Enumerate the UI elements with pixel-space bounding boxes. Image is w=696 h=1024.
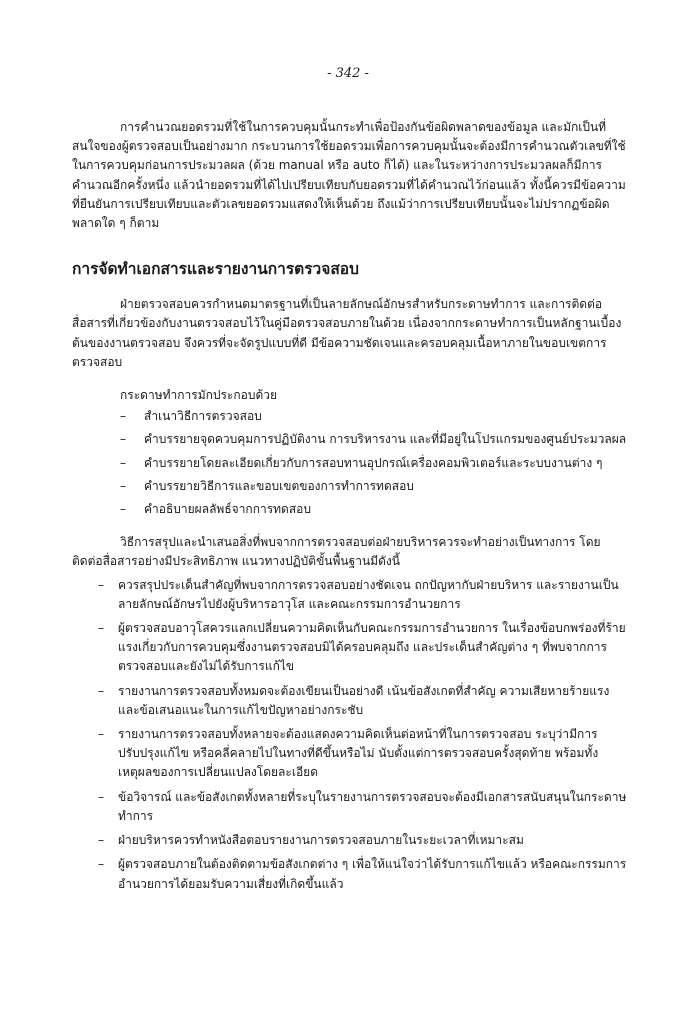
list-item (98, 682, 628, 720)
list-item-text: คำบรรยายจุดควบคุมการปฏิบัติงาน การบริหารงาน และที่มีอยู่ในโปรแกรมของศูนย์ประมวลผล (144, 432, 627, 447)
list-item-text: คำบรรยายโดยละเอียดเกี่ยวกับการสอบทานอุปกรณ์เครื่องคอมพิวเตอร์และระบบงานต่าง ๆ (144, 455, 603, 470)
dash-bullet: – (120, 502, 126, 517)
page-number: - 342 - (327, 66, 369, 81)
document-body (72, 118, 628, 899)
dash-bullet: – (98, 833, 104, 848)
dash-bullet: – (98, 857, 104, 872)
list-item (98, 831, 628, 850)
list-item (98, 855, 628, 893)
list-item-text: ผู้ตรวจสอบภายในต้องติดตามข้อสังเกตต่าง ๆ เพื่อให้แน่ใจว่าได้รับการแก้ไขแล้ว หรือคณะกรรมการอำนวยการได้ยอมรับความเสี่ยงที่เกิดขึ้นแล้ว (118, 857, 627, 891)
list-item-text: ผู้ตรวจสอบอาวุโสควรแลกเปลี่ยนความคิดเห็นกับคณะกรรมการอำนวยการ ในเรื่องข้อบกพร่องที่ร้ายแรงเกี่ยวกับการควบคุมซึ่งงานตรวจสอบมิได้ครอบคลุมถึง และประเด็นสำคัญต่าง ๆ ที่พบจากการตรวจสอบและยังไม่ได้รับการแก้ไข (118, 621, 626, 674)
list-item-text: ควรสรุปประเด็นสำคัญที่พบจากการตรวจสอบอย่างชัดเจน ถกปัญหากับฝ่ายบริหาร และรายงานเป็นลายลักษณ์อักษรไปยังผู้บริหารอาวุโส และคณะกรรมการอำนวยการ (118, 577, 619, 611)
list-item (98, 788, 628, 826)
list-item (120, 430, 628, 449)
list-item-text: คำอธิบายผลลัพธ์จากการทดสอบ (144, 502, 311, 517)
intro-paragraph: การคำนวณยอดรวมที่ใช้ในการควบคุมนั้นกระทำเพื่อป้องกันข้อผิดพลาดของข้อมูล และมักเป็นที่สนใจของผู้ตรวจสอบเป็นอย่างมาก กระบวนการใช้ยอดรวมเพื่อการควบคุมนั้นจะต้องมีการคำนวณตัวเลขที่ใช้ในการควบคุมก่อนการประมวลผล (ด้วย manual หรือ auto ก็ได้) และในระหว่างการประมวลผลก็มีการคำนวณอีกครั้งหนึ่ง แล้วนำยอดรวมที่ได้ไปเปรียบเทียบกับยอดรวมที่ได้คำนวณไว้ก่อนแล้ว ทั้งนี้ควรมีข้อความที่ยืนยันการเปรียบเทียบและตัวเลขยอดรวมแสดงให้เห็นด้วย ถึงแม้ว่าการเปรียบเทียบนั้นจะไม่ปรากฏข้อผิดพลาดใด ๆ ก็ตาม (72, 120, 626, 231)
list-item (120, 407, 628, 426)
report-paragraph: วิธีการสรุปและนำเสนอสิ่งที่พบจากการตรวจสอบต่อฝ่ายบริหารควรจะทำอย่างเป็นทางการ โดยติดต่อสื่อสารอย่างมีประสิทธิภาพ แนวทางปฏิบัติขั้นพื้นฐานมีดังนี้ (72, 535, 601, 569)
report-guideline-list (72, 576, 628, 894)
dash-bullet: – (98, 727, 104, 742)
list-item-text: ฝ่ายบริหารควรทำหนังสือตอบรายงานการตรวจสอบภายในระยะเวลาที่เหมาะสม (118, 833, 524, 848)
list-item-text: คำบรรยายวิธีการและขอบเขตของการทำการทดสอบ (144, 478, 414, 493)
dash-bullet: – (120, 432, 126, 447)
workpaper-list (72, 407, 628, 519)
list-item (120, 477, 628, 496)
section-paragraph: ฝ่ายตรวจสอบควรกำหนดมาตรฐานที่เป็นลายลักษณ์อักษรสำหรับกระดาษทำการ และการติดต่อสื่อสารที่เกี่ยวข้องกับงานตรวจสอบไว้ในคู่มือตรวจสอบภายในด้วย เนื่องจากกระดาษทำการเป็นหลักฐานเบื้องต้นของงานตรวจสอบ จึงควรที่จะจัดรูปแบบที่ดี มีข้อความชัดเจนและครอบคลุมเนื้อหาภายในขอบเขตการตรวจสอบ (72, 297, 622, 369)
dash-bullet: – (120, 478, 126, 493)
list-item-text: สำเนาวิธีการตรวจสอบ (144, 409, 262, 424)
workpaper-list-intro: กระดาษทำการมักประกอบด้วย (120, 388, 278, 403)
list-item (120, 454, 628, 473)
list-item (98, 576, 628, 614)
dash-bullet: – (120, 409, 126, 424)
dash-bullet: – (98, 789, 104, 804)
list-item-text: รายงานการตรวจสอบทั้งหมดจะต้องเขียนเป็นอย่างดี เน้นข้อสังเกตที่สำคัญ ความเสียหายร้ายแรง และข้อเสนอแนะในการแก้ไขปัญหาอย่างกระชับ (118, 683, 610, 717)
section-title: การจัดทำเอกสารและรายงานการตรวจสอบ (72, 261, 359, 279)
dash-bullet: – (98, 577, 104, 592)
dash-bullet: – (98, 683, 104, 698)
list-item (120, 500, 628, 519)
dash-bullet: – (98, 621, 104, 636)
list-item (98, 725, 628, 783)
list-item-text: รายงานการตรวจสอบทั้งหลายจะต้องแสดงความคิดเห็นต่อหน้าที่ในการตรวจสอบ ระบุว่ามีการปรับปรุงแก้ไข หรือคลี่คลายไปในทางที่ดีขึ้นหรือไม่ นับตั้งแต่การตรวจสอบครั้งสุดท้าย พร้อมทั้งเหตุผลของการเปลี่ยนแปลงโดยละเอียด (118, 727, 599, 780)
dash-bullet: – (120, 455, 126, 470)
list-item (98, 619, 628, 677)
list-item-text: ข้อวิจารณ์ และข้อสังเกตทั้งหลายที่ระบุในรายงานการตรวจสอบจะต้องมีเอกสารสนับสนุนในกระดาษทำการ (118, 789, 627, 823)
